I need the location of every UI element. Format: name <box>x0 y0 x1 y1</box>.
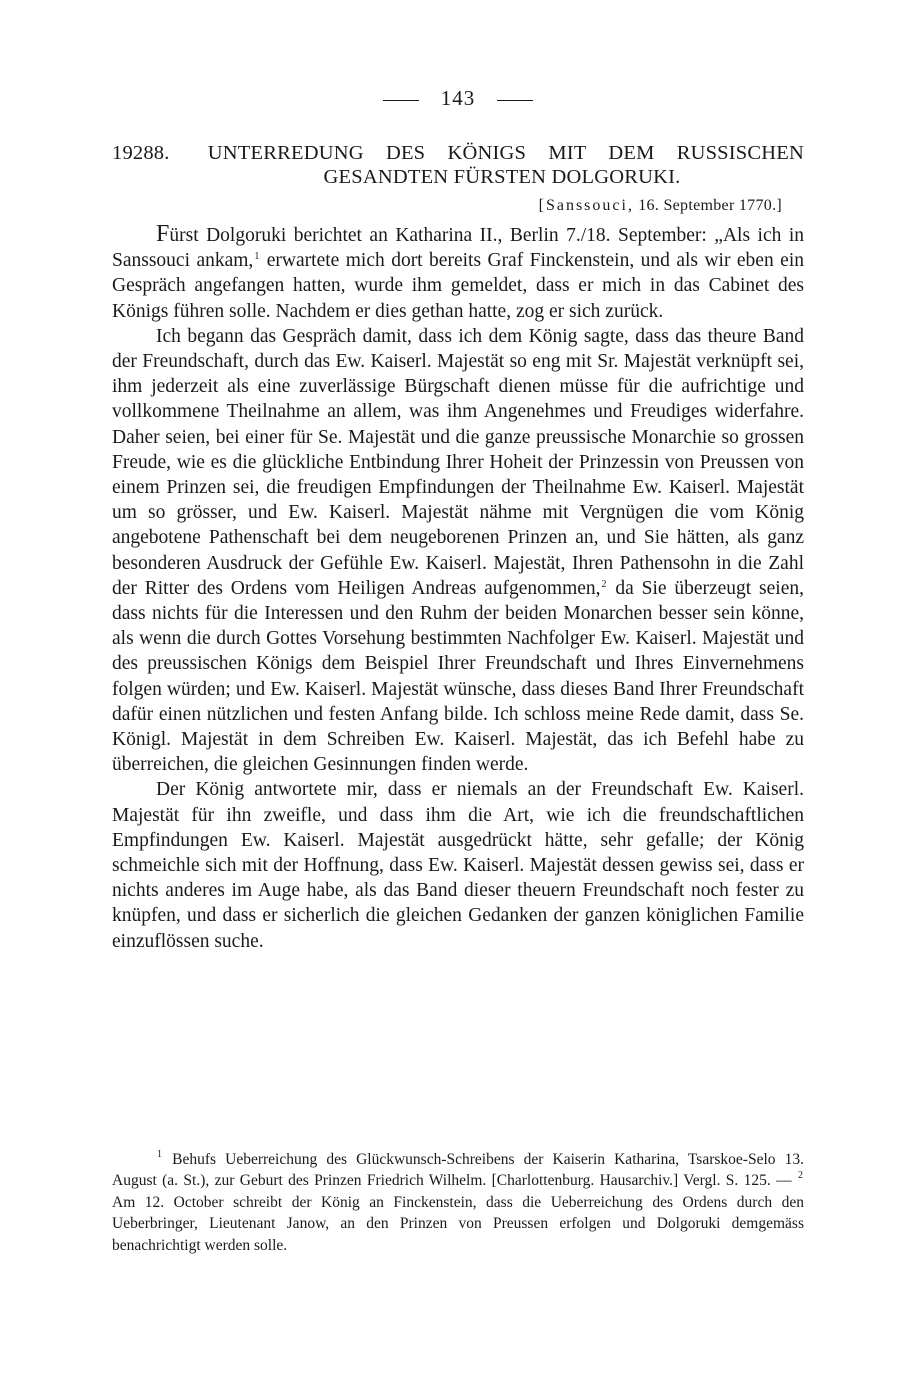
footnote-mark-2: 2 <box>798 1170 803 1182</box>
footnote-ref-2: 2 <box>601 578 607 590</box>
paragraph-2 <box>112 324 804 778</box>
dateline-place: [Sanssouci, <box>538 197 634 214</box>
heading-title-1: UNTERREDUNG DES KÖNIGS MIT DEM RUSSISCHEN <box>207 142 805 164</box>
page-number-text: 143 <box>440 86 476 110</box>
dateline <box>539 197 782 215</box>
footnote-ref-1: 1 <box>254 251 260 263</box>
page-number <box>112 86 804 111</box>
footnote-1-text: Behufs Ueberreichung des Glückwunsch-Schreibens der Kaiserin Katharina, Tsarskoe-Selo 13. August (a. St.), zur Geburt des Prinzen Friedrich Wilhelm. [Charlottenburg. Hausarchiv.] Vergl. S. 125. — <box>112 1151 804 1190</box>
heading-line-2: GESANDTEN FÜRSTEN DOLGORUKI. <box>323 166 681 188</box>
paragraph-1-text-b: erwartete mich dort bereits Graf Finckenstein, und als wir eben ein Gespräch angefangen hatten, wurde ihm gemeldet, dass er mich in das Cabinet des Königs führen solle. Nachdem er dies gethan hatte, zog er sich zurück. <box>112 250 804 322</box>
left-rule <box>383 100 419 101</box>
footnote-2-text: Am 12. October schreibt der König an Finckenstein, dass die Ueberreichung des Ordens durch den Ueberbringer, Lieutenant Janow, an den Prinzen von Preussen erfolgen und Dolgoruki demgemäss benachrichtigt werden solle. <box>112 1193 804 1254</box>
footnote-block <box>112 1149 804 1256</box>
dateline-date: 16. September 1770.] <box>638 197 782 214</box>
heading-line-1 <box>112 141 804 165</box>
document-number: 19288. <box>112 142 170 164</box>
footnote-mark-1: 1 <box>157 1149 162 1160</box>
paragraph-1 <box>112 222 804 324</box>
document-body <box>112 222 804 954</box>
paragraph-2-text-b: da Sie überzeugt seien, dass nichts für die Interessen und den Ruhm der beiden Monarchen besser sein könne, als wenn die durch Gottes Vorsehung bestimmten Nachfolger Ew. Kaiserl. Majestät und des preussischen Königs dem Beispiel Ihrer Freundschaft und Ihres Einvernehmens folgen würden; und Ew. Kaiserl. Majestät wünsche, dass dieses Band Ihrer Freundschaft dafür einen nützlichen und festen Anfang bilde. Ich schloss meine Rede damit, dass Se. Königl. Majestät in dem Schreiben Ew. Kaiserl. Majestät, das ich Befehl habe zu überreichen, die gleichen Gesinnungen finden werde. <box>112 577 804 776</box>
paragraph-1-text-a: Fürst Dolgoruki berichtet an Katharina II., Berlin 7./18. September: „Als ich in Sanssouci ankam, <box>112 221 804 272</box>
paragraph-2-text-a: Ich begann das Gespräch damit, dass ich dem König sagte, dass das theure Band der Freundschaft, durch das Ew. Kaiserl. Majestät so eng mit Sr. Majestät verknüpft sei, ihm jederzeit als eine zuverlässige Bürgschaft dienen müsse für die aufrichtige und vollkommene Theilnahme an allem, was ihm Angenehmes und Freudiges widerfahre. Daher seien, bei einer für Se. Majestät und die ganze preussische Monarchie so grossen Freude, wie es die glückliche Entbindung Ihrer Hoheit der Prinzessin von Preussen von einem Prinzen sei, die freudigen Empfindungen der Theilnahme Ew. Kaiserl. Majestät um so grösser, und Ew. Kaiserl. Majestät nähme mit Vergnügen die vom König angebotene Pathenschaft bei dem neugeborenen Prinzen an, und Sie hätten, als ganz besonderen Ausdruck der Gefühle Ew. Kaiserl. Majestät, Ihren Pathensohn in die Zahl der Ritter des Ordens vom Heiligen Andreas aufgenommen, <box>112 325 804 599</box>
right-rule <box>497 100 533 101</box>
footnotes <box>112 1149 804 1256</box>
paragraph-3: Der König antwortete mir, dass er niemals an der Freundschaft Ew. Kaiserl. Majestät für ihn zweifle, und dass ihm die Art, wie ich die freundschaftlichen Empfindungen Ew. Kaiserl. Majestät ausgedrückt hätte, sehr gefalle; der König schmeichle sich mit der Hoffnung, dass Ew. Kaiserl. Majestät dessen gewiss sei, dass er nichts anderes im Auge habe, als das Band dieser theuern Freundschaft noch fester zu knüpfen, und dass er sicherlich die gleichen Gedanken der ganzen königlichen Familie einzuflössen suche. <box>112 779 804 952</box>
document-heading <box>112 141 804 189</box>
